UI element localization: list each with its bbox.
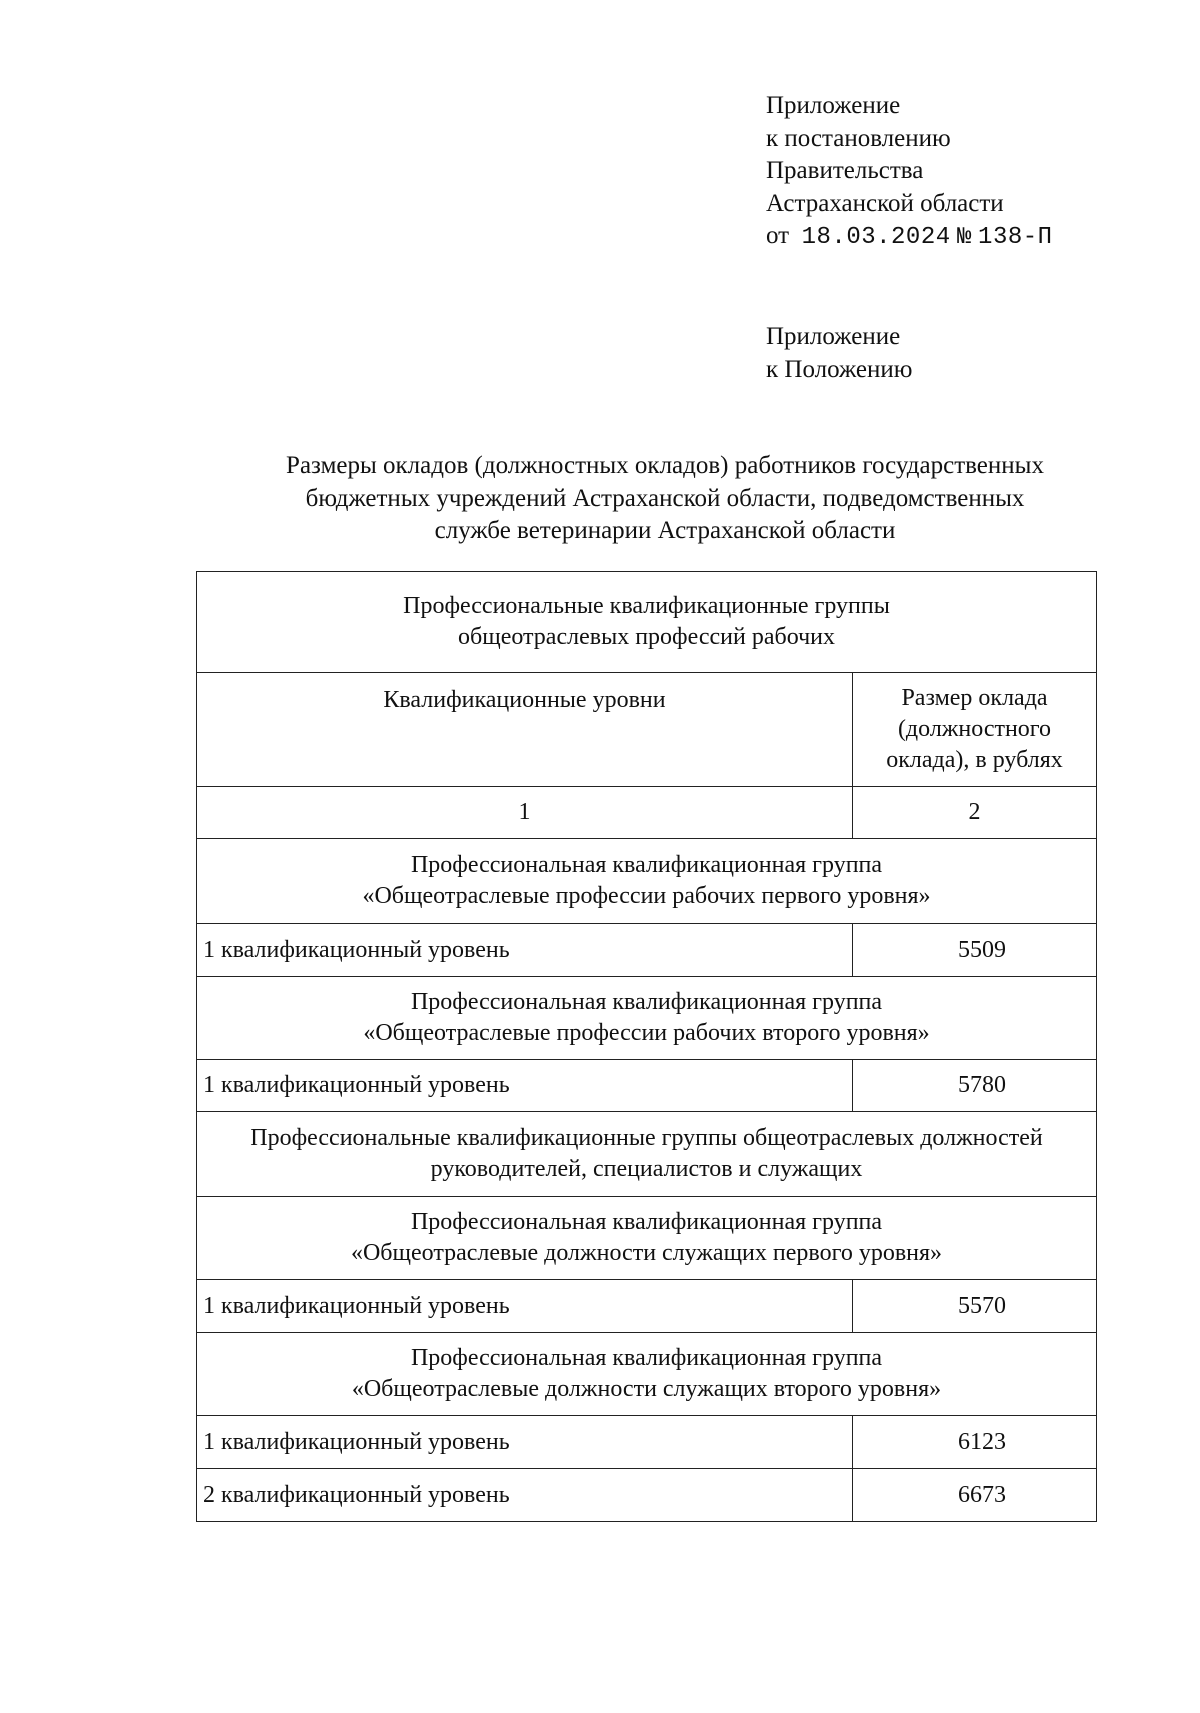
group-line: Профессиональная квалификационная группа [410, 1209, 883, 1235]
table-row [197, 1060, 1097, 1112]
col1-header: Квалификационные уровни [197, 673, 853, 787]
group-heading [197, 977, 1097, 1060]
appendix-line: к Положению [766, 355, 913, 383]
group-line: Профессиональная квалификационная группа [410, 989, 883, 1015]
table-row [197, 1416, 1097, 1469]
table-row [197, 1112, 1097, 1197]
col-number: 1 [197, 787, 853, 839]
table-row [197, 977, 1097, 1060]
header-line: (должностного [897, 716, 1052, 742]
col2-header [853, 673, 1097, 787]
level-label: 2 квалификационный уровень [197, 1469, 853, 1522]
table-row [197, 673, 1097, 787]
table-row [197, 1333, 1097, 1416]
group-line: руководителей, специалистов и служащих [430, 1156, 863, 1182]
col-number: 2 [853, 787, 1097, 839]
appendix-header [766, 90, 1053, 255]
decree-date: 18.03.2024 [801, 224, 951, 251]
level-label: 1 квалификационный уровень [197, 1060, 853, 1112]
appendix-line: Астраханской области [766, 189, 1004, 217]
level-label: 1 квалификационный уровень [197, 924, 853, 977]
salary-table [196, 571, 1097, 1522]
table-row [197, 787, 1097, 839]
title-line: службе ветеринарии Астраханской области [434, 517, 896, 544]
level-label: 1 квалификационный уровень [197, 1416, 853, 1469]
group-line: «Общеотраслевые должности служащих первого уровня» [350, 1240, 943, 1266]
salary-value: 5780 [853, 1060, 1097, 1112]
salary-value: 5570 [853, 1280, 1097, 1333]
table-top-header [197, 572, 1097, 673]
header-line: Профессиональные квалификационные группы [403, 593, 890, 619]
group-heading [197, 839, 1097, 924]
appendix-line: к постановлению [766, 124, 951, 152]
table-row [197, 924, 1097, 977]
table-row [197, 839, 1097, 924]
decree-prefix: от [766, 222, 790, 249]
decree-number-sign: № [956, 224, 972, 251]
group-line: Профессиональная квалификационная группа [410, 1345, 883, 1371]
group-line: Профессиональные квалификационные группы общеотраслевых должностей [250, 1125, 1043, 1151]
decree-number: 138-П [978, 224, 1053, 251]
document-title [190, 450, 1140, 548]
appendix-line: Приложение [766, 323, 901, 350]
table-row [197, 1469, 1097, 1522]
header-line: Размер оклада [901, 685, 1048, 711]
table-row [197, 1197, 1097, 1280]
group-heading [197, 1197, 1097, 1280]
title-line: Размеры окладов (должностных окладов) работников государственных [286, 452, 1044, 479]
table-row [197, 572, 1097, 673]
salary-value: 5509 [853, 924, 1097, 977]
salary-value: 6673 [853, 1469, 1097, 1522]
decree-line [766, 220, 1053, 255]
header-line: оклада), в рублях [886, 747, 1063, 773]
appendix-line: Приложение [766, 92, 901, 119]
appendix-line: Правительства [766, 157, 924, 184]
group-heading [197, 1112, 1097, 1197]
salary-value: 6123 [853, 1416, 1097, 1469]
header-line: общеотраслевых профессий рабочих [458, 624, 835, 650]
group-heading [197, 1333, 1097, 1416]
title-line: бюджетных учреждений Астраханской области, подведомственных [305, 484, 1025, 512]
group-line: «Общеотраслевые профессии рабочих второго уровня» [363, 1020, 930, 1046]
table-row [197, 1280, 1097, 1333]
group-line: Профессиональная квалификационная группа [410, 852, 883, 878]
appendix-to-regulation [766, 321, 912, 386]
group-line: «Общеотраслевые должности служащих второго уровня» [351, 1376, 942, 1402]
group-line: «Общеотраслевые профессии рабочих первого уровня» [362, 883, 931, 909]
level-label: 1 квалификационный уровень [197, 1280, 853, 1333]
